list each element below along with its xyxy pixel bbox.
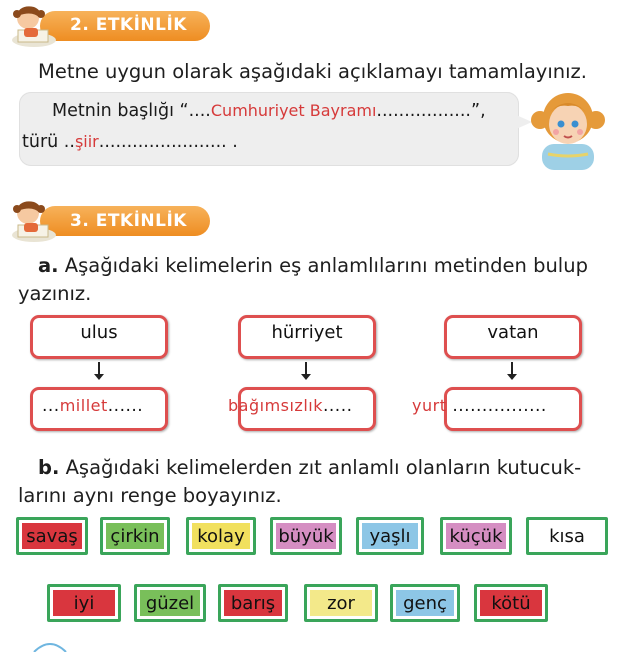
arrow-down-icon bbox=[305, 362, 307, 376]
activity2-line1: Metnin başlığı “....Cumhuriyet Bayramı.................”, bbox=[52, 101, 486, 121]
coloring-box-row2-4[interactable] bbox=[390, 584, 460, 622]
part-b-instruction-cont: larını aynı renge boyayınız. bbox=[18, 484, 282, 507]
part-a-instruction-cont: yazınız. bbox=[18, 282, 92, 305]
word-label: yaşlı bbox=[369, 526, 411, 547]
coloring-box-row1-6[interactable] bbox=[526, 517, 608, 555]
handwritten-genre-answer: şiir bbox=[74, 132, 99, 151]
coloring-box-row2-0[interactable] bbox=[47, 584, 121, 622]
coloring-box-row2-5[interactable] bbox=[474, 584, 548, 622]
arrow-down-icon bbox=[98, 362, 100, 376]
word-label: savaş bbox=[26, 526, 78, 547]
answer-text-ulus: ...millet...... bbox=[42, 396, 144, 416]
word-label: kötü bbox=[491, 593, 531, 614]
coloring-box-row2-2[interactable] bbox=[218, 584, 288, 622]
reading-child-icon-2 bbox=[4, 197, 64, 245]
coloring-box-row2-3[interactable] bbox=[304, 584, 378, 622]
word-label: güzel bbox=[145, 593, 195, 614]
coloring-box-row1-1[interactable] bbox=[100, 517, 170, 555]
word-pill-ulus: ulus bbox=[30, 315, 168, 359]
handwritten-title-answer: Cumhuriyet Bayramı bbox=[210, 101, 377, 120]
part-b-instruction: b. Aşağıdaki kelimelerden zıt anlamlı olanların kutucuk- bbox=[38, 456, 582, 479]
word-label: genç bbox=[403, 593, 447, 614]
coloring-box-row1-4[interactable] bbox=[356, 517, 424, 555]
word-label: barış bbox=[230, 593, 276, 614]
decorative-circle-icon bbox=[30, 640, 70, 652]
word-pill-hurriyet: hürriyet bbox=[238, 315, 376, 359]
activity2-instruction: Metne uygun olarak aşağıdaki açıklamayı tamamlayınız. bbox=[38, 60, 587, 83]
part-a-instruction: a. Aşağıdaki kelimelerin eş anlamlılarını metinden bulup bbox=[38, 254, 588, 277]
coloring-box-row1-5[interactable] bbox=[440, 517, 512, 555]
coloring-box-row1-0[interactable] bbox=[16, 517, 88, 555]
activity3-title: 3. ETKİNLİK bbox=[70, 211, 187, 231]
answer-text-vatan: yurt ................ bbox=[412, 396, 547, 416]
word-label: zor bbox=[327, 593, 355, 614]
word-label: iyi bbox=[73, 593, 95, 614]
word-label: kolay bbox=[197, 526, 245, 547]
activity2-title: 2. ETKİNLİK bbox=[70, 15, 187, 35]
girl-character-icon bbox=[528, 84, 608, 170]
coloring-box-row2-1[interactable] bbox=[134, 584, 206, 622]
word-label: kısa bbox=[549, 526, 585, 547]
word-label: çirkin bbox=[110, 526, 160, 547]
arrow-down-icon bbox=[511, 362, 513, 376]
word-label: büyük bbox=[278, 526, 334, 547]
coloring-box-row1-2[interactable] bbox=[186, 517, 256, 555]
coloring-box-row1-3[interactable] bbox=[270, 517, 342, 555]
word-label: küçük bbox=[449, 526, 503, 547]
reading-child-icon bbox=[4, 2, 64, 50]
word-pill-vatan: vatan bbox=[444, 315, 582, 359]
activity2-line2: türü ..şiir....................... . bbox=[22, 132, 238, 152]
answer-text-hurriyet: bağımsızlık..... bbox=[228, 396, 353, 416]
